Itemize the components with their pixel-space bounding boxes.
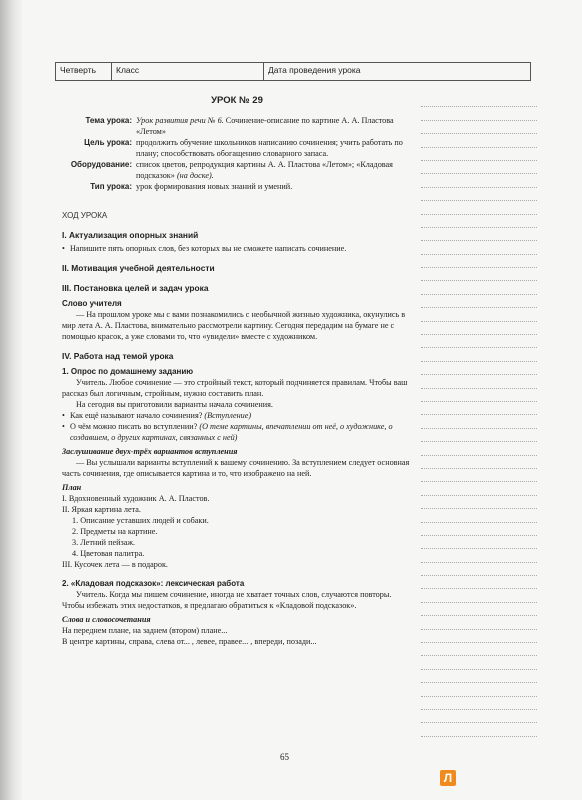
words-line: В центре картины, справа, слева от... , левее, правее... , впереди, позади...	[62, 637, 317, 646]
publisher-logo-icon: Л	[440, 770, 456, 786]
lexical-work-heading: 2. «Кладовая подсказок»: лексическая работа	[62, 579, 245, 588]
bullet-item: • О чём можно писать во вступлении? (О теме картины, впечатлении от неё, о художнике, о создавшем, о других картинах, связанных с ней)	[62, 421, 412, 443]
plan-item: I. Вдохновенный художник А. А. Пластов.	[62, 494, 210, 503]
lesson-type: Тип урока: урок формирования новых знаний и умений.	[90, 182, 293, 191]
paragraph: Учитель. Любое сочинение — это стройный текст, который подчиняется правилам. Чтобы ваш рассказ был логичным, стройным, нужно составить план.	[62, 378, 408, 398]
plan-item: 3. Летний пейзаж.	[72, 538, 136, 547]
words-line: На переднем плане, на заднем (втором) плане...	[62, 626, 228, 635]
date-cell: Дата проведения урока	[268, 65, 361, 75]
lesson-topic: Тема урока: Урок развития речи № 6. Сочинение-описание по картине А. А. Пластова «Летом»	[85, 116, 394, 136]
lesson-course-heading: ХОД УРОКА	[62, 211, 108, 220]
facing-page-gutter	[0, 0, 50, 800]
paragraph: На сегодня вы приготовили варианты начала сочинения.	[76, 400, 273, 409]
plan-item: III. Кусочек лета — в подарок.	[62, 560, 168, 569]
note-lines	[421, 94, 537, 737]
plan-item: II. Яркая картина лета.	[62, 505, 141, 514]
words-heading: Слова и словосочетания	[62, 615, 151, 624]
header-table	[55, 62, 531, 81]
section-2-title: II. Мотивация учебной деятельности	[62, 263, 215, 273]
page-number: 65	[280, 752, 289, 762]
lesson-goal: Цель урока: продолжить обучение школьников написанию сочинения; учить работать по плану; способствовать обогащению словарного запаса.	[84, 138, 403, 158]
paragraph: Учитель. Когда мы пишем сочинение, иногда не хватает точных слов, случаются повторы. Чтобы избежать этих недостатков, я предлагаю обратиться к «Кладовой подсказок».	[62, 590, 392, 610]
class-cell: Класс	[112, 63, 264, 80]
paragraph: — Вы услышали варианты вступлений к вашему сочинению. За вступлением следует основная часть сочинения, где описывается картина и то, что изображено на ней.	[62, 458, 410, 478]
teacher-word-heading: Слово учителя	[62, 299, 122, 308]
quarter-cell: Четверть	[56, 63, 112, 80]
plan-item: 1. Описание уставших людей и собаки.	[72, 516, 209, 525]
lesson-title: УРОК № 29	[211, 95, 263, 106]
bullet-item: • Как ещё называют начало сочинения? (Вступление)	[62, 410, 412, 421]
section-3-title: III. Постановка целей и задач урока	[62, 283, 209, 293]
plan-item: 2. Предметы на картине.	[72, 527, 158, 536]
listening-heading: Заслушивание двух-трёх вариантов вступления	[62, 447, 238, 456]
section-1-title: I. Актуализация опорных знаний	[62, 230, 199, 240]
lesson-content	[62, 95, 412, 647]
plan-heading: План	[62, 483, 82, 492]
paragraph: — На прошлом уроке мы с вами познакомились с необычной жизнью художника, окунулись в мир лета А. А. Пластова, внимательно рассмотрели картину. Сегодня передадим на бумаге не с помощью красок, а уже словами то, что «увидели» вместе с художником.	[62, 310, 406, 341]
lesson-equipment: Оборудование: список цветов, репродукция картины А. А. Пластова «Летом»; «Кладовая подсказок» (на доске).	[70, 160, 393, 180]
homework-survey-heading: 1. Опрос по домашнему заданию	[62, 367, 194, 376]
bullet-item: • Напишите пять опорных слов, без которых вы не сможете написать сочинение.	[62, 243, 412, 254]
section-4-title: IV. Работа над темой урока	[62, 351, 174, 361]
plan-item: 4. Цветовая палитра.	[72, 549, 145, 558]
